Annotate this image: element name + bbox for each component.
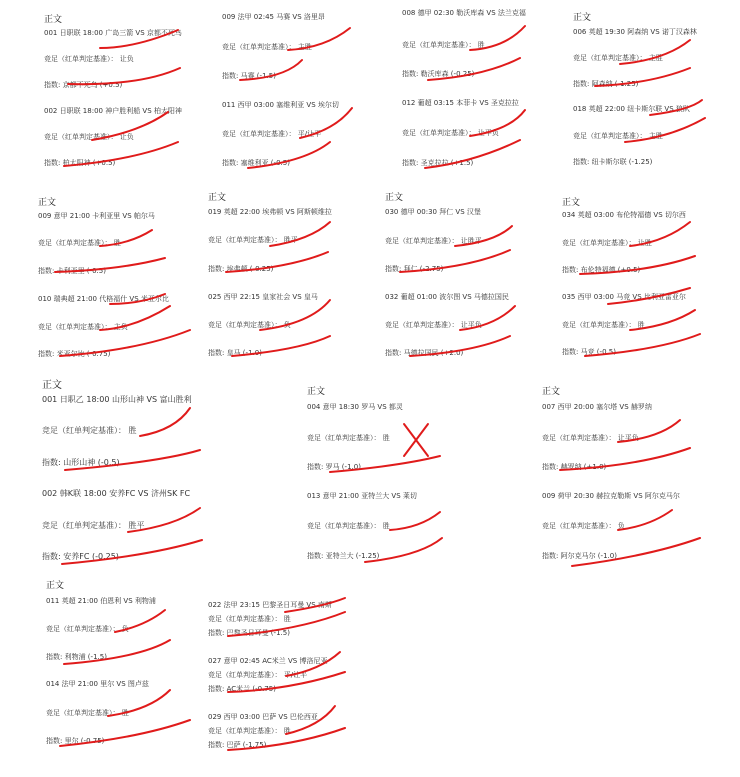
result-line: 竞足（红单判定基准）： 让胜平 bbox=[385, 237, 482, 245]
index-line: 指数: 赫罗纳 (+1.0) bbox=[542, 463, 607, 471]
match-line: 025 西甲 22:15 皇家社会 VS 皇马 bbox=[208, 293, 318, 301]
index-line: 指数: 马德拉国民 (+2.0) bbox=[385, 349, 464, 357]
panel-title: 正文 bbox=[542, 387, 561, 397]
match-line: 008 德甲 02:30 勒沃库森 VS 法兰克福 bbox=[402, 9, 526, 17]
match-line: 009 法甲 02:45 马赛 VS 洛里昂 bbox=[222, 13, 325, 21]
match-line: 011 英超 21:00 伯恩利 VS 利物浦 bbox=[46, 597, 156, 605]
index-line: 指数: 纽卡斯尔联 (-1.25) bbox=[573, 158, 653, 166]
index-line: 指数: 皇马 (-1.0) bbox=[208, 349, 262, 357]
match-line: 009 意甲 21:00 卡利亚里 VS 帕尔马 bbox=[38, 212, 155, 220]
result-line: 竞足（红单判定基准）： 胜 bbox=[38, 239, 121, 247]
index-line: 指数: 里尔 (-0.75) bbox=[46, 737, 105, 745]
result-line: 竞足（红单判定基准）： 胜 bbox=[42, 426, 137, 435]
match-line: 018 英超 22:00 纽卡斯尔联 VS 狼队 bbox=[573, 105, 690, 113]
panel-title: 正文 bbox=[44, 15, 63, 25]
match-line: 032 葡超 01:00 波尔图 VS 马德拉国民 bbox=[385, 293, 509, 301]
result-line: 竞足（红单判定基准）： 主胜 bbox=[222, 43, 312, 51]
panel-title: 正文 bbox=[208, 193, 227, 203]
index-line: 指数: AC米兰 (-0.75) bbox=[208, 685, 276, 693]
match-line: 012 葡超 03:15 本菲卡 VS 圣克拉拉 bbox=[402, 99, 519, 107]
match-line: 009 荷甲 20:30 赫拉克勒斯 VS 阿尔克马尔 bbox=[542, 492, 680, 500]
result-line: 竞足（红单判定基准）： 让平负 bbox=[402, 129, 499, 137]
result-line: 竞足（红单判定基准）： 负 bbox=[46, 625, 129, 633]
match-line: 035 西甲 03:00 马竞 VS 比利亚雷亚尔 bbox=[562, 293, 686, 301]
result-line: 竞足（红单判定基准）： 负 bbox=[542, 522, 625, 530]
result-line: 竞足（红单判定基准）： 平/让平 bbox=[222, 130, 322, 138]
red-check-mark bbox=[390, 512, 440, 530]
panel-title: 正文 bbox=[42, 380, 62, 391]
result-line: 竞足（红单判定基准）： 让胜 bbox=[562, 239, 652, 247]
match-line: 013 意甲 21:00 亚特兰大 VS 莱切 bbox=[307, 492, 417, 500]
index-line: 指数: 马竞 (-0.5) bbox=[562, 348, 616, 356]
index-line: 指数: 阿尔克马尔 (-1.0) bbox=[542, 552, 617, 560]
red-check-mark bbox=[140, 408, 190, 436]
match-line: 034 英超 03:00 布伦特福德 VS 切尔西 bbox=[562, 211, 686, 219]
red-check-mark bbox=[618, 510, 672, 530]
index-line: 指数: 阿森纳 (-1.25) bbox=[573, 80, 639, 88]
result-line: 竞足（红单判定基准）： 胜 bbox=[46, 709, 129, 717]
match-line: 029 西甲 03:00 巴萨 VS 巴伦西亚 bbox=[208, 713, 318, 721]
result-line: 竞足（红单判定基准）： 胜 bbox=[307, 522, 390, 530]
match-line: 001 日职乙 18:00 山形山神 VS 富山胜利 bbox=[42, 395, 192, 404]
index-line: 指数: 圣克拉拉 (+1.5) bbox=[402, 159, 474, 167]
match-line: 007 西甲 20:00 塞尔塔 VS 赫罗纳 bbox=[542, 403, 652, 411]
match-line: 002 日职联 18:00 神户胜利船 VS 柏太阳神 bbox=[44, 107, 182, 115]
result-line: 竞足（红单判定基准）： 胜平 bbox=[208, 236, 298, 244]
red-cross-mark bbox=[404, 424, 428, 456]
match-line: 011 西甲 03:00 塞维利亚 VS 埃尔切 bbox=[222, 101, 339, 109]
match-line: 006 英超 19:30 阿森纳 VS 诺丁汉森林 bbox=[573, 28, 697, 36]
panel-title: 正文 bbox=[307, 387, 326, 397]
index-line: 指数: 拜仁 (-2.75) bbox=[385, 265, 444, 273]
index-line: 指数: 巴黎圣日耳曼 (-1.5) bbox=[208, 629, 290, 637]
result-line: 竞足（红单判定基准）： 主负 bbox=[38, 323, 128, 331]
result-line: 竞足（红单判定基准）： 让平负 bbox=[542, 434, 639, 442]
index-line: 指数: 勒沃库森 (-0.25) bbox=[402, 70, 475, 78]
index-line: 指数: 山形山神 (-0.5) bbox=[42, 458, 120, 467]
match-line: 014 法甲 21:00 里尔 VS 图卢兹 bbox=[46, 680, 149, 688]
result-line: 竞足（红单判定基准）： 胜 bbox=[208, 727, 291, 735]
match-line: 001 日职联 18:00 广岛三箭 VS 京都不死鸟 bbox=[44, 29, 182, 37]
index-line: 指数: 利物浦 (-1.5) bbox=[46, 653, 107, 661]
index-line: 指数: 巴萨 (-1.75) bbox=[208, 741, 267, 749]
match-line: 010 瑞典超 21:00 代格福什 VS 米亚尔比 bbox=[38, 295, 169, 303]
panel-title: 正文 bbox=[573, 13, 592, 23]
result-line: 竞足（红单判定基准）： 负 bbox=[208, 321, 291, 329]
index-line: 指数: 亚特兰大 (-1.25) bbox=[307, 552, 380, 560]
result-line: 竞足（红单判定基准）： 胜 bbox=[402, 41, 485, 49]
match-line: 004 意甲 18:30 罗马 VS 都灵 bbox=[307, 403, 403, 411]
panel-title: 正文 bbox=[385, 193, 404, 203]
result-line: 竞足（红单判定基准）： 让平负 bbox=[385, 321, 482, 329]
index-line: 指数: 布伦特福德 (+0.5) bbox=[562, 266, 641, 274]
index-line: 指数: 米亚尔比 (-0.75) bbox=[38, 350, 111, 358]
index-line: 指数: 马赛 (-1.5) bbox=[222, 72, 276, 80]
result-line: 竞足（红单判定基准）： 胜 bbox=[208, 615, 291, 623]
result-line: 竞足（红单判定基准）： 让负 bbox=[44, 55, 134, 63]
index-line: 指数: 京都不死鸟 (+0.5) bbox=[44, 81, 123, 89]
index-line: 指数: 埃弗顿 (-0.25) bbox=[208, 265, 274, 273]
index-line: 指数: 塞维利亚 (-0.5) bbox=[222, 159, 290, 167]
match-line: 030 德甲 00:30 拜仁 VS 汉堡 bbox=[385, 208, 481, 216]
result-line: 竞足（红单判定基准）： 主胜 bbox=[573, 54, 663, 62]
result-line: 竞足（红单判定基准）： 胜 bbox=[562, 321, 645, 329]
panel-title: 正文 bbox=[562, 198, 581, 208]
result-line: 竞足（红单判定基准）： 让负 bbox=[44, 133, 134, 141]
result-line: 竞足（红单判定基准）： 胜 bbox=[307, 434, 390, 442]
index-line: 指数: 卡利亚里 (-0.5) bbox=[38, 267, 106, 275]
result-line: 竞足（红单判定基准）： 平/让平 bbox=[208, 671, 308, 679]
panel-title: 正文 bbox=[46, 581, 65, 591]
index-line: 指数: 安养FC (-0.25) bbox=[42, 552, 119, 561]
result-line: 竞足（红单判定基准）： 胜平 bbox=[42, 521, 145, 530]
match-line: 019 英超 22:00 埃弗顿 VS 阿斯顿维拉 bbox=[208, 208, 332, 216]
match-line: 027 意甲 02:45 AC米兰 VS 博洛尼亚 bbox=[208, 657, 328, 665]
panel-title: 正文 bbox=[38, 198, 57, 208]
index-line: 指数: 罗马 (-1.0) bbox=[307, 463, 361, 471]
index-line: 指数: 柏太阳神 (+0.5) bbox=[44, 159, 116, 167]
match-line: 002 韩K联 18:00 安养FC VS 济州SK FC bbox=[42, 489, 191, 498]
match-line: 022 法甲 23:15 巴黎圣日耳曼 VS 南斯 bbox=[208, 601, 332, 609]
result-line: 竞足（红单判定基准）： 主胜 bbox=[573, 132, 663, 140]
